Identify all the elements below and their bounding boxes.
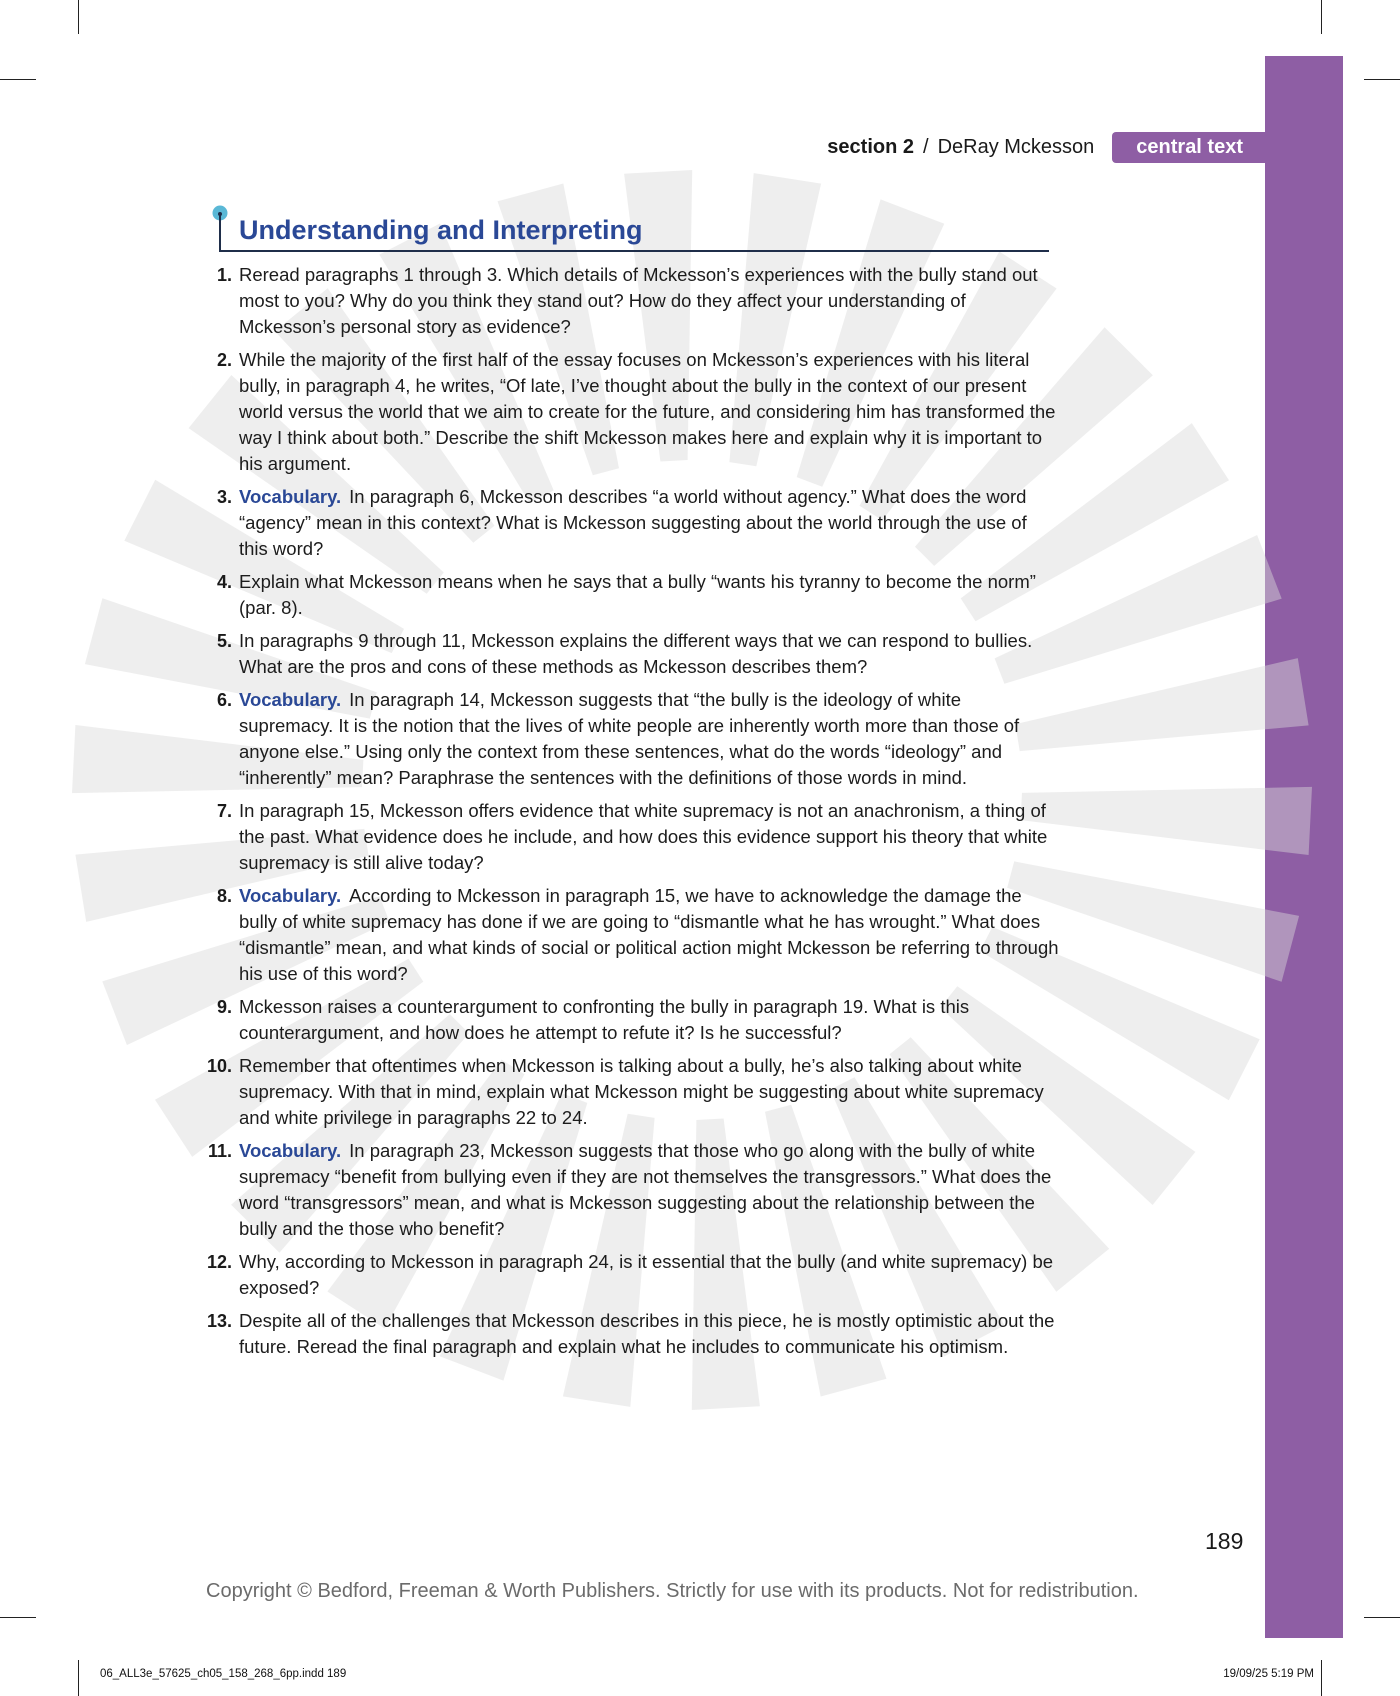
question-body: Reread paragraphs 1 through 3. Which details of Mckesson’s experiences with the bully stand out most to you? Why do you think they stand out? How do they affect your understanding of Mckesson’s personal story as evidence?: [239, 264, 1038, 337]
title-rule: [219, 250, 1049, 252]
question-item: [198, 1053, 1060, 1131]
question-item: [198, 569, 1060, 621]
question-number: 13.: [206, 1311, 232, 1331]
question-body: In paragraph 14, Mckesson suggests that “the bully is the ideology of white supremacy. It is the notion that the lives of white people are inherently worth more than those of anyone else.” Using only the context from these sentences, what do the words “ideology” and “inherently” mean? Paraphrase the sentences with the definitions of those words in mind.: [239, 689, 1020, 788]
question-item: [198, 347, 1060, 477]
question-text: [239, 628, 1060, 680]
copyright-notice: Copyright © Bedford, Freeman & Worth Publishers. Strictly for use with its products. Not for redistribution.: [206, 1580, 1139, 1602]
vocabulary-label: Vocabulary.: [239, 885, 342, 906]
question-number: 4.: [216, 572, 232, 592]
question-text: [239, 262, 1060, 340]
question-text: [239, 798, 1060, 876]
question-item: [198, 883, 1060, 987]
question-body: Explain what Mckesson means when he says that a bully “wants his tyranny to become the norm” (par. 8).: [239, 571, 1036, 618]
question-body: In paragraphs 9 through 11, Mckesson explains the different ways that we can respond to bullies. What are the pros and cons of these methods as Mckesson describes them?: [239, 630, 1033, 677]
question-text: [239, 1308, 1060, 1360]
question-number: 12.: [206, 1252, 232, 1272]
question-item: [198, 1308, 1060, 1360]
crop-mark: [78, 0, 79, 34]
question-number: 3.: [216, 487, 232, 507]
question-body: In paragraph 15, Mckesson offers evidence that white supremacy is not an anachronism, a thing of the past. What evidence does he include, and how does this evidence support his theory that white supremacy is still alive today?: [239, 800, 1048, 873]
crop-mark: [78, 1660, 79, 1696]
crop-mark: [1364, 1617, 1400, 1618]
question-text: [239, 883, 1060, 987]
question-number: 5.: [216, 631, 232, 651]
question-number: 10.: [206, 1056, 232, 1076]
question-text: [239, 1053, 1060, 1131]
question-body: In paragraph 23, Mckesson suggests that those who go along with the bully of white supremacy “benefit from bullying even if they are not themselves the transgressors.” What does the word “transgressors” mean, and what is Mckesson suggesting about the relationship between the bully and the those who benefit?: [239, 1140, 1052, 1239]
crop-mark: [0, 1617, 36, 1618]
question-number: 9.: [216, 997, 232, 1017]
question-body: Remember that oftentimes when Mckesson is talking about a bully, he’s also talking about white supremacy. With that in mind, explain what Mckesson might be suggesting about white supremacy and white privilege in paragraphs 22 to 24.: [239, 1055, 1044, 1128]
question-item: [198, 1138, 1060, 1242]
header-tag: central text: [1112, 132, 1265, 163]
question-item: [198, 262, 1060, 340]
running-header: [827, 132, 1265, 163]
section-heading: [212, 205, 1048, 253]
crop-mark: [1321, 0, 1322, 34]
question-text: [239, 1138, 1060, 1242]
sidebar-color-band: [1265, 56, 1343, 1638]
vocabulary-label: Vocabulary.: [239, 486, 342, 507]
question-number: 11.: [207, 1141, 232, 1161]
question-number: 8.: [216, 886, 232, 906]
page-number: 189: [1205, 1528, 1244, 1554]
question-body: In paragraph 6, Mckesson describes “a world without agency.” What does the word “agency” mean in this context? What is Mckesson suggesting about the world through the use of this word?: [239, 486, 1027, 559]
header-author: DeRay Mckesson: [937, 136, 1095, 158]
question-text: [239, 569, 1060, 621]
question-item: [198, 687, 1060, 791]
question-text: [239, 1249, 1060, 1301]
question-list: [198, 262, 1060, 1367]
vocabulary-label: Vocabulary.: [239, 689, 342, 710]
question-item: [198, 798, 1060, 876]
question-body: Why, according to Mckesson in paragraph 24, is it essential that the bully (and white supremacy) be exposed?: [239, 1251, 1054, 1298]
question-item: [198, 484, 1060, 562]
pushpin-icon: [212, 205, 228, 253]
crop-mark: [1364, 79, 1400, 80]
question-body: According to Mckesson in paragraph 15, we have to acknowledge the damage the bully of white supremacy has done if we are going to “dismantle what he has wrought.” What does “dismantle” mean, and what kinds of social or political action might Mckesson be referring to through his use of this word?: [239, 885, 1059, 984]
vocabulary-label: Vocabulary.: [239, 1140, 342, 1161]
question-body: Despite all of the challenges that Mckesson describes in this piece, he is mostly optimistic about the future. Reread the final paragraph and explain what he includes to communicate his optimism.: [239, 1310, 1055, 1357]
question-text: [239, 347, 1060, 477]
header-section: section 2: [827, 136, 914, 158]
question-text: [239, 484, 1060, 562]
question-body: While the majority of the first half of the essay focuses on Mckesson’s experiences with his literal bully, in paragraph 4, he writes, “Of late, I’ve thought about the bully in the context of our present world versus the world that we aim to create for the future, and considering him has transformed the way I think about both.” Describe the shift Mckesson makes here and explain why it is important to his argument.: [239, 349, 1056, 474]
question-number: 1.: [216, 265, 232, 285]
question-item: [198, 1249, 1060, 1301]
question-text: [239, 994, 1060, 1046]
slug-date: 19/09/25 5:19 PM: [1223, 1668, 1314, 1680]
question-body: Mckesson raises a counterargument to confronting the bully in paragraph 19. What is this counterargument, and how does he attempt to refute it? Is he successful?: [239, 996, 970, 1043]
question-number: 6.: [216, 690, 232, 710]
slug-file-name: 06_ALL3e_57625_ch05_158_268_6pp.indd 189: [100, 1668, 347, 1680]
question-text: [239, 687, 1060, 791]
crop-mark: [1321, 1660, 1322, 1696]
section-title: Understanding and Interpreting: [239, 215, 643, 245]
question-number: 2.: [216, 350, 232, 370]
question-number: 7.: [216, 801, 232, 821]
crop-mark: [0, 79, 36, 80]
question-item: [198, 628, 1060, 680]
header-separator: /: [923, 136, 929, 158]
question-item: [198, 994, 1060, 1046]
